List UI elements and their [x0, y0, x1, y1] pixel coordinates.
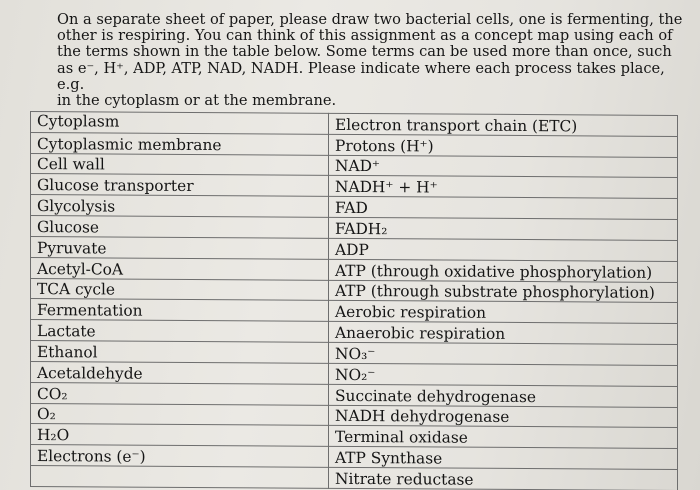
- term-cell-left: [31, 466, 329, 489]
- term-cell-right: ATP (through substrate phosphorylation): [329, 280, 678, 303]
- term-cell-left: TCA cycle: [31, 278, 329, 301]
- term-cell-right: Nitrate reductase: [329, 467, 678, 490]
- term-cell-left: Ethanol: [31, 341, 329, 364]
- term-cell-left: Acetaldehyde: [31, 361, 329, 384]
- term-cell-right: ADP: [329, 238, 678, 261]
- term-cell-left: Lactate: [31, 320, 329, 343]
- instruction-line: as e⁻, H⁺, ADP, ATP, NAD, NADH. Please indicate where each process takes place, e.g.: [57, 59, 665, 93]
- term-cell-right: NAD⁺: [329, 155, 678, 178]
- term-cell-right: Aerobic respiration: [329, 301, 678, 324]
- assignment-instructions: [57, 12, 687, 109]
- term-cell-left: Acetyl-CoA: [31, 257, 329, 280]
- term-cell-left: Glycolysis: [31, 195, 329, 218]
- term-cell-right: Protons (H⁺): [329, 134, 678, 157]
- term-cell-left: Cell wall: [31, 153, 329, 176]
- instruction-line: the terms shown in the table below. Some terms can be used more than once, such: [57, 43, 672, 61]
- table-row: [31, 466, 678, 490]
- term-cell-left: CO₂: [31, 382, 329, 405]
- term-cell-right: Anaerobic respiration: [329, 322, 678, 345]
- term-cell-right: Succinate dehydrogenase: [329, 384, 678, 407]
- term-cell-left: Pyruvate: [31, 236, 329, 259]
- term-cell-left: Cytoplasmic membrane: [31, 132, 329, 155]
- term-cell-left: Electrons (e⁻): [31, 445, 329, 468]
- term-cell-right: Terminal oxidase: [329, 426, 678, 449]
- terms-table: [30, 111, 678, 490]
- term-cell-right: NADH⁺ + H⁺: [329, 176, 678, 199]
- term-cell-right: FADH₂: [329, 217, 678, 240]
- instruction-line: On a separate sheet of paper, please draw two bacterial cells, one is fermenting, the: [57, 11, 683, 28]
- term-cell-left: Glucose: [31, 216, 329, 239]
- term-cell-left: H₂O: [31, 424, 329, 447]
- term-cell-right: NADH dehydrogenase: [329, 405, 678, 428]
- term-cell-left: Glucose transporter: [31, 174, 329, 197]
- term-cell-right: Electron transport chain (ETC): [329, 113, 678, 136]
- term-cell-right: NO₂⁻: [329, 363, 678, 386]
- term-cell-right: NO₃⁻: [329, 342, 678, 365]
- instruction-line: other is respiring. You can think of this assignment as a concept map using each of: [57, 27, 673, 45]
- term-cell-left: Fermentation: [31, 299, 329, 322]
- term-cell-right: FAD: [329, 197, 678, 220]
- instruction-line: in the cytoplasm or at the membrane.: [57, 92, 337, 110]
- term-cell-right: ATP (through oxidative phosphorylation): [329, 259, 678, 282]
- terms-table-container: [30, 111, 678, 490]
- term-cell-left: O₂: [31, 403, 329, 426]
- term-cell-right: ATP Synthase: [329, 447, 678, 470]
- term-cell-left: Cytoplasm: [31, 112, 329, 135]
